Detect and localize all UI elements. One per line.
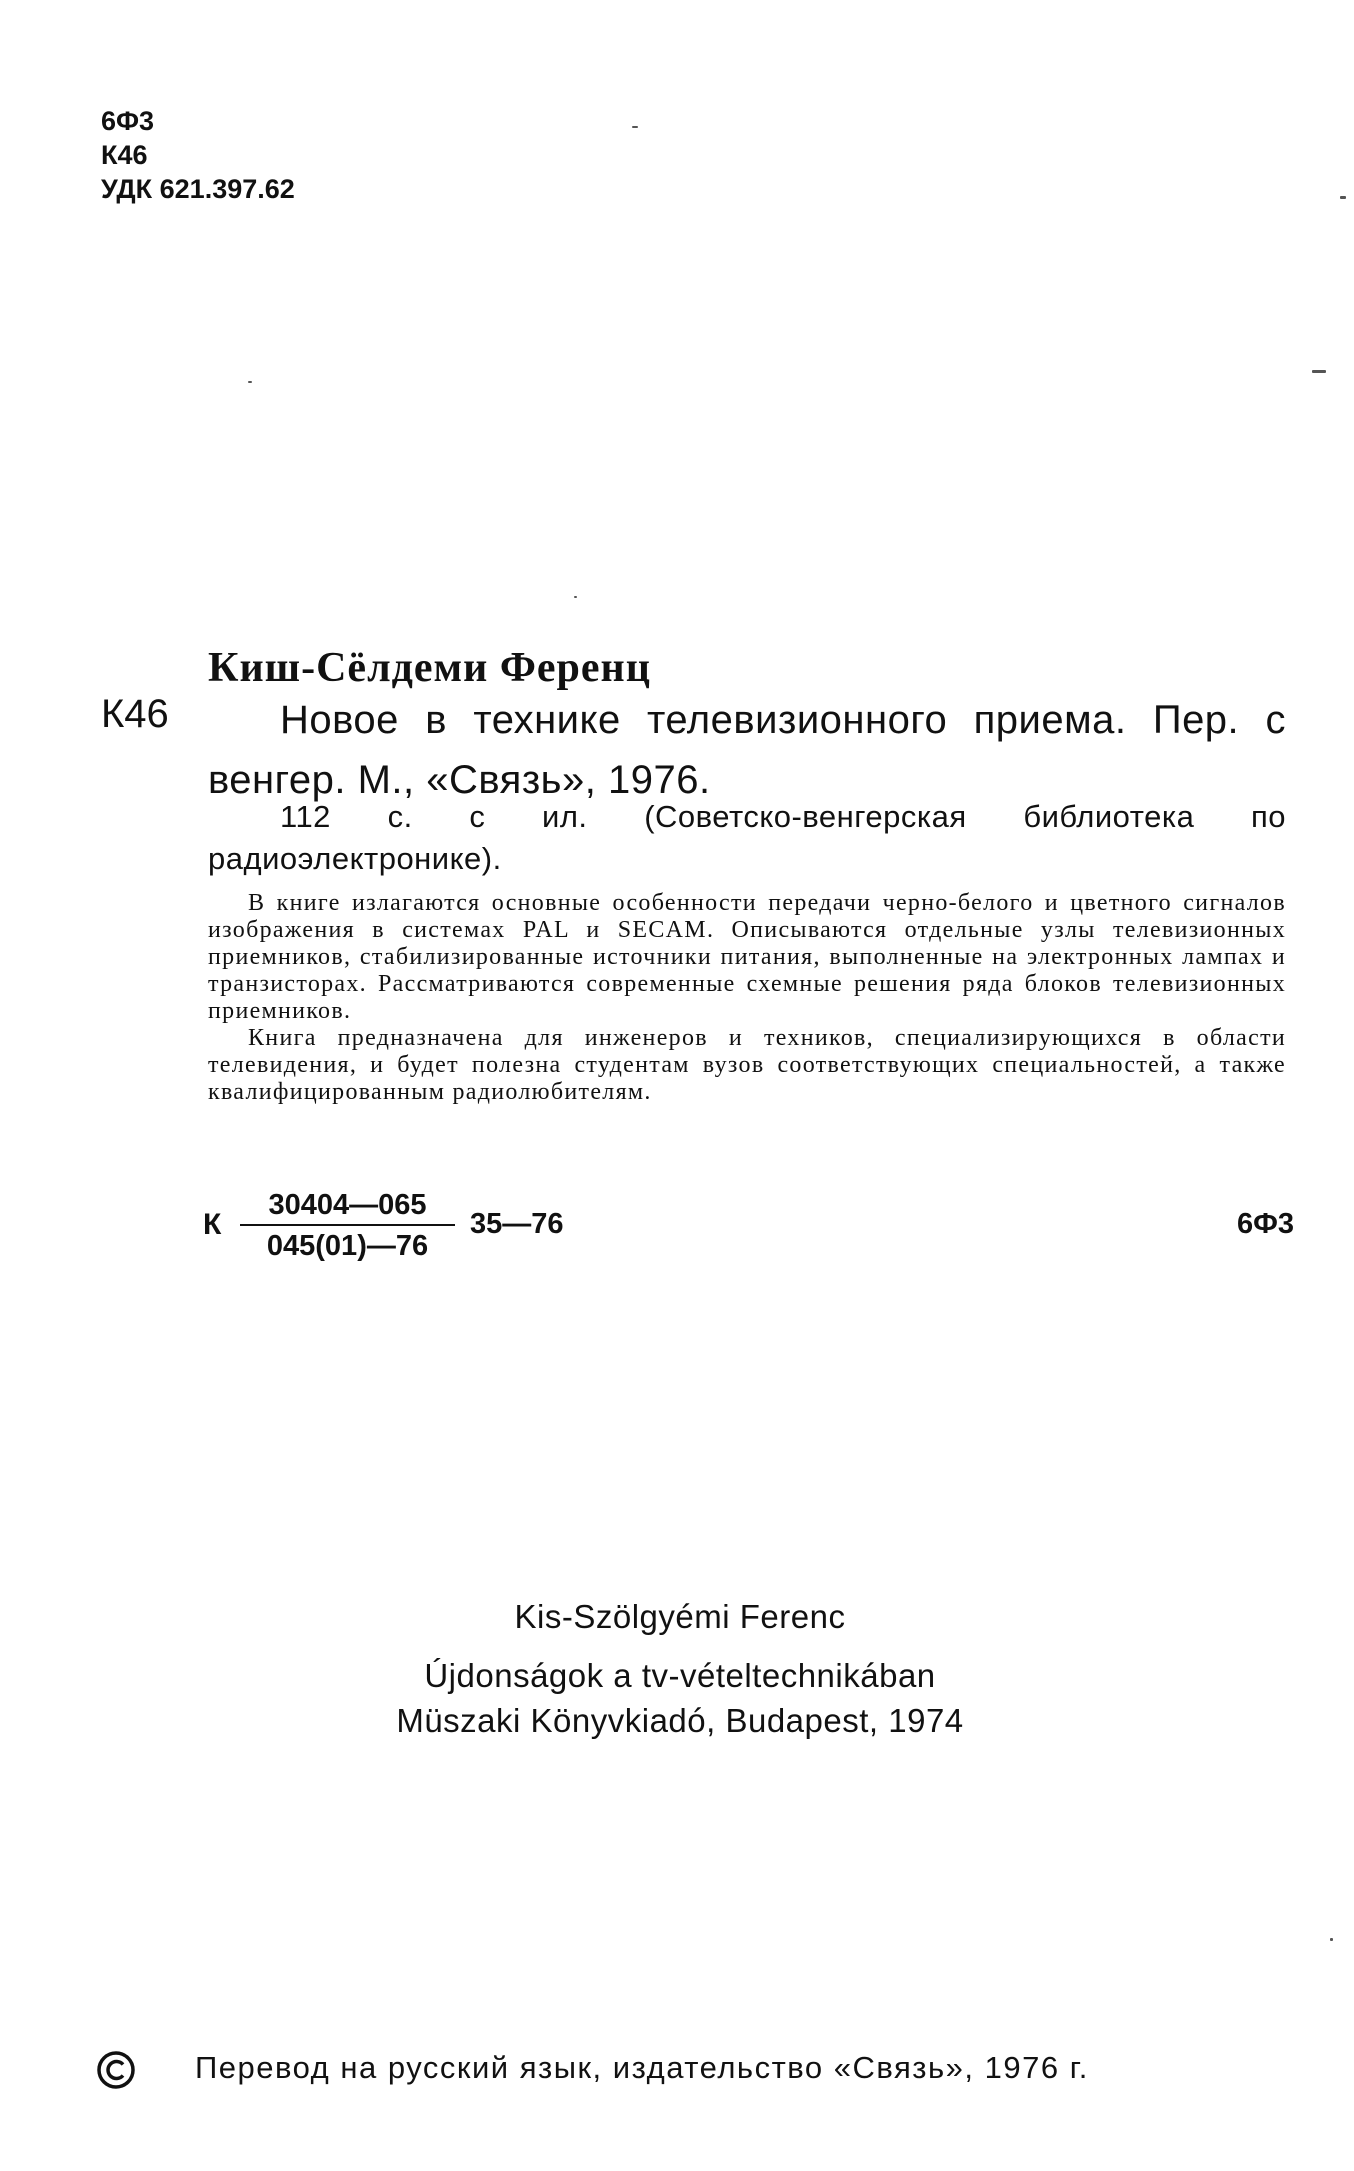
index-numerator: 30404—065 [240, 1189, 455, 1226]
annotation-paragraph: В книге излагаются основные особенности передачи черно-белого и цветного сигналов изображения в системах PAL и SECAM. Описываются отдельные узлы телевизионных приемников, стабилизированные источники питания, выполненные на электронных лампах и транзисторах. Рассматриваются современные схемные решения ряда блоков телевизионных приемников. [208, 890, 1286, 1024]
author-name: Киш-Сёлдеми Ференц [208, 645, 651, 691]
index-fraction [240, 1189, 455, 1263]
book-title-entry: Новое в технике телевизионного приема. Пер. с венгер. М., «Связь», 1976. [208, 698, 1286, 802]
index-suffix: 35—76 [470, 1208, 564, 1240]
original-edition [300, 1594, 1060, 1743]
class-code-right: 6Ф3 [1236, 1208, 1294, 1240]
bbk-code: 6Ф3 [101, 106, 155, 136]
classification-codes [101, 104, 295, 206]
original-publisher: Müszaki Könyvkiadó, Budapest, 1974 [396, 1702, 964, 1739]
scan-speck [1340, 196, 1346, 199]
scan-speck [1330, 1938, 1333, 1941]
scan-speck [1312, 370, 1326, 373]
original-title: Újdonságok a tv-vételtechnikában [424, 1657, 936, 1694]
pages-series-entry: 112 с. с ил. (Советско-венгерская библиотека по радиоэлектронике). [208, 799, 1286, 876]
annotation [208, 890, 1286, 1106]
udk-code: УДК 621.397.62 [101, 174, 295, 204]
original-author: Kis-Szölgyémi Ferenc [514, 1598, 846, 1635]
scan-speck [248, 381, 252, 383]
scan-speck [632, 126, 638, 128]
catalog-mark: К46 [101, 140, 148, 170]
index-prefix: К [203, 1208, 222, 1241]
entry-mark: К46 [101, 692, 169, 736]
annotation-paragraph: Книга предназначена для инженеров и техников, специализирующихся в области телевидения, и будет полезна студентам вузов соответствующих специальностей, а также квалифицированным радиолюбителям. [208, 1025, 1286, 1105]
index-denominator: 045(01)—76 [266, 1230, 429, 1262]
scan-speck [574, 596, 577, 598]
copyright-icon [96, 2050, 136, 2090]
copyright-notice: Перевод на русский язык, издательство «Связь», 1976 г. [195, 2050, 1089, 2085]
